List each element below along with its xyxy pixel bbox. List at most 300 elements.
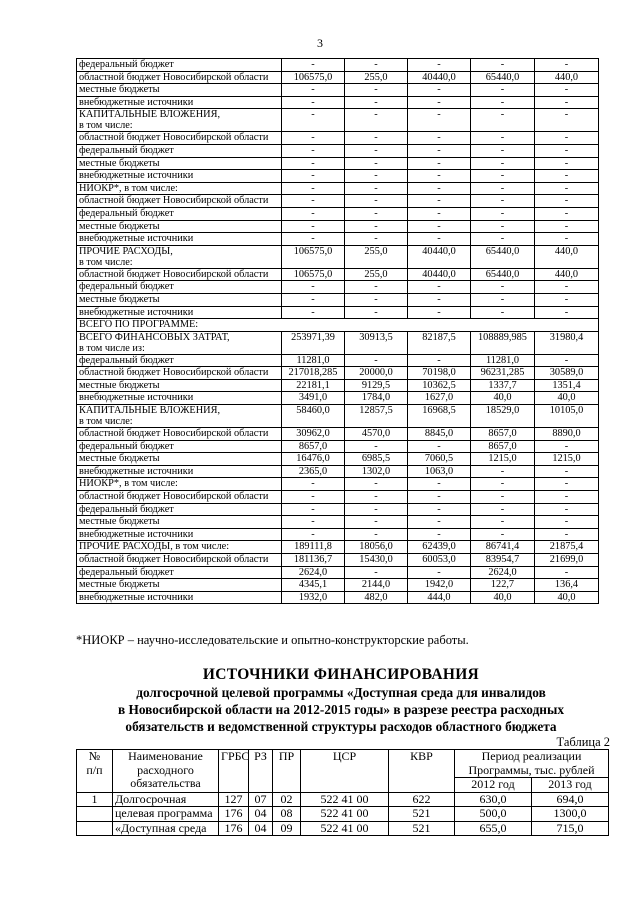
value-cell: 1942,0 [408, 579, 471, 592]
value-cell: 40,0 [535, 392, 599, 405]
header-csr: ЦСР [301, 750, 389, 793]
row-label-line: ВСЕГО ФИНАНСОВЫХ ЗАТРАТ, [79, 331, 230, 343]
value-cell: 8657,0 [471, 440, 535, 453]
value-cell: 21875,4 [535, 541, 599, 554]
value-cell: 1337,7 [471, 379, 535, 392]
value-cell: - [345, 220, 408, 233]
table-row [77, 319, 599, 332]
cell-y2013: 1300,0 [532, 807, 609, 822]
value-cell: - [345, 491, 408, 504]
value-cell: - [535, 528, 599, 541]
value-cell: 8890,0 [535, 428, 599, 441]
cell-num [77, 821, 113, 836]
value-cell: - [471, 132, 535, 145]
row-label [77, 170, 282, 183]
value-cell: 4345,1 [282, 579, 345, 592]
value-cell: - [345, 195, 408, 208]
value-cell: 108889,985 [471, 331, 535, 354]
table-row [77, 132, 599, 145]
value-cell: 253971,39 [282, 331, 345, 354]
section-title: ИСТОЧНИКИ ФИНАНСИРОВАНИЯ [202, 666, 480, 683]
row-label [77, 541, 282, 554]
section-subtitle-line-3: обязательств и ведомственной структуры расходов областного бюджета [125, 719, 557, 734]
value-cell: - [535, 491, 599, 504]
value-cell: - [471, 306, 535, 319]
value-cell: 82187,5 [408, 331, 471, 354]
cell-rz: 04 [249, 807, 273, 822]
value-cell: - [535, 293, 599, 306]
value-cell: - [282, 220, 345, 233]
cell-y2012: 655,0 [455, 821, 532, 836]
value-cell: - [345, 528, 408, 541]
table-row [77, 566, 599, 579]
value-cell: - [408, 306, 471, 319]
row-label [77, 528, 282, 541]
value-cell: 106575,0 [282, 245, 345, 268]
value-cell: - [535, 132, 599, 145]
row-label-line: внебюджетные источники [79, 233, 194, 245]
value-cell: - [535, 478, 599, 491]
header-grbs: ГРБС [219, 750, 249, 793]
value-cell: - [471, 491, 535, 504]
value-cell: - [282, 207, 345, 220]
row-label [77, 579, 282, 592]
table-row [77, 157, 599, 170]
cell-csr: 522 41 00 [301, 807, 389, 822]
value-cell: - [282, 516, 345, 529]
value-cell: - [535, 354, 599, 367]
row-label-line: местные бюджеты [79, 379, 160, 391]
row-label-line: ВСЕГО ПО ПРОГРАММЕ: [79, 319, 199, 331]
value-cell: - [535, 440, 599, 453]
value-cell: - [408, 491, 471, 504]
value-cell: - [471, 220, 535, 233]
section-subtitle-line-1: долгосрочной целевой программы «Доступная среда для инвалидов [136, 685, 546, 700]
value-cell: 40,0 [471, 591, 535, 604]
value-cell: - [345, 306, 408, 319]
table-row [77, 379, 599, 392]
row-label [77, 516, 282, 529]
table-row [77, 170, 599, 183]
value-cell: - [408, 478, 471, 491]
value-cell: - [345, 354, 408, 367]
value-cell: - [535, 233, 599, 246]
value-cell: - [535, 503, 599, 516]
value-cell: - [282, 491, 345, 504]
table-row [77, 71, 599, 84]
value-cell: - [345, 170, 408, 183]
value-cell: - [535, 144, 599, 157]
value-cell: 15430,0 [345, 554, 408, 567]
row-label-line: внебюджетные источники [79, 528, 194, 540]
value-cell: - [408, 170, 471, 183]
value-cell: - [345, 478, 408, 491]
row-label-line: областной бюджет Новосибирской области [79, 428, 269, 440]
value-cell: 65440,0 [471, 71, 535, 84]
table-row [77, 84, 599, 97]
financing-table [76, 58, 599, 604]
value-cell: 65440,0 [471, 268, 535, 281]
table-row [77, 220, 599, 233]
cell-y2012: 630,0 [455, 792, 532, 807]
value-cell: 1063,0 [408, 465, 471, 478]
value-cell: - [535, 157, 599, 170]
cell-y2013: 694,0 [532, 792, 609, 807]
row-label [77, 566, 282, 579]
value-cell: 18056,0 [345, 541, 408, 554]
row-label-line: внебюджетные источники [79, 392, 194, 404]
table-caption: Таблица 2 [556, 735, 610, 749]
value-cell: 1302,0 [345, 465, 408, 478]
header-pr: ПР [273, 750, 301, 793]
value-cell: - [282, 96, 345, 109]
row-label [77, 71, 282, 84]
value-cell: 440,0 [535, 268, 599, 281]
cell-grbs: 127 [219, 792, 249, 807]
value-cell: 40440,0 [408, 71, 471, 84]
value-cell: - [345, 157, 408, 170]
value-cell: 2144,0 [345, 579, 408, 592]
value-cell: 106575,0 [282, 71, 345, 84]
value-cell: - [408, 109, 471, 132]
row-label [77, 59, 282, 72]
value-cell: - [282, 132, 345, 145]
row-label-line: внебюджетные источники [79, 591, 194, 603]
cell-pr: 08 [273, 807, 301, 822]
cell-rz: 07 [249, 792, 273, 807]
value-cell: 1215,0 [535, 453, 599, 466]
value-cell: - [282, 157, 345, 170]
row-label [77, 245, 282, 268]
value-cell: - [345, 207, 408, 220]
value-cell: - [345, 293, 408, 306]
value-cell: 255,0 [345, 245, 408, 268]
cell-pr: 09 [273, 821, 301, 836]
cell-csr: 522 41 00 [301, 792, 389, 807]
value-cell: - [471, 528, 535, 541]
row-label-line: в том числе: [79, 120, 133, 132]
value-cell: - [408, 59, 471, 72]
value-cell: 62439,0 [408, 541, 471, 554]
value-cell: - [471, 109, 535, 132]
row-label [77, 132, 282, 145]
cell-name: целевая программа [113, 807, 219, 822]
table-row [77, 96, 599, 109]
value-cell: - [282, 59, 345, 72]
value-cell: - [282, 182, 345, 195]
row-label [77, 144, 282, 157]
value-cell: - [471, 233, 535, 246]
value-cell: 83954,7 [471, 554, 535, 567]
cell-kvr: 521 [389, 821, 455, 836]
cell-rz: 04 [249, 821, 273, 836]
table-row [77, 182, 599, 195]
value-cell: 20000,0 [345, 367, 408, 380]
value-cell: 18529,0 [471, 405, 535, 428]
row-label [77, 554, 282, 567]
table-row [77, 465, 599, 478]
value-cell: - [535, 220, 599, 233]
table-row [77, 268, 599, 281]
value-cell: - [282, 478, 345, 491]
value-cell: - [282, 233, 345, 246]
value-cell: 3491,0 [282, 392, 345, 405]
value-cell: - [535, 566, 599, 579]
value-cell: 444,0 [408, 591, 471, 604]
value-cell: - [408, 233, 471, 246]
value-cell: 30962,0 [282, 428, 345, 441]
value-cell: - [408, 440, 471, 453]
table-row [77, 528, 599, 541]
value-cell: 16968,5 [408, 405, 471, 428]
value-cell: - [471, 503, 535, 516]
table-row [77, 503, 599, 516]
value-cell: 440,0 [535, 245, 599, 268]
cell-grbs: 176 [219, 821, 249, 836]
value-cell: - [408, 293, 471, 306]
value-cell: - [408, 528, 471, 541]
value-cell: - [408, 566, 471, 579]
value-cell: - [535, 84, 599, 97]
value-cell: 30589,0 [535, 367, 599, 380]
row-label-line: областной бюджет Новосибирской области [79, 195, 269, 207]
header-period-line: Период реализации [481, 749, 582, 763]
row-label-line: внебюджетные источники [79, 96, 194, 108]
table-row [77, 807, 609, 822]
value-cell: 2624,0 [471, 566, 535, 579]
value-cell: - [282, 306, 345, 319]
value-cell: 482,0 [345, 591, 408, 604]
row-label-line: местные бюджеты [79, 220, 160, 232]
value-cell: 217018,285 [282, 367, 345, 380]
row-label [77, 268, 282, 281]
row-label-line: КАПИТАЛЬНЫЕ ВЛОЖЕНИЯ, [79, 109, 221, 121]
row-label [77, 293, 282, 306]
value-cell: - [345, 566, 408, 579]
value-cell: - [345, 233, 408, 246]
value-cell: - [471, 478, 535, 491]
value-cell: - [345, 503, 408, 516]
row-label-line: в том числе: [79, 256, 133, 268]
value-cell: - [471, 59, 535, 72]
value-cell: 21699,0 [535, 554, 599, 567]
table-row [77, 440, 599, 453]
row-label-line: федеральный бюджет [79, 144, 174, 156]
row-label [77, 233, 282, 246]
value-cell: 11281,0 [471, 354, 535, 367]
value-cell: - [535, 207, 599, 220]
header-name [113, 750, 219, 793]
row-label [77, 453, 282, 466]
value-cell: 255,0 [345, 268, 408, 281]
header-name-line: расходного [137, 762, 194, 777]
value-cell: - [345, 109, 408, 132]
row-label-line: местные бюджеты [79, 84, 160, 96]
value-cell: 6985,5 [345, 453, 408, 466]
table-row [77, 821, 609, 836]
row-label-line: областной бюджет Новосибирской области [79, 554, 269, 565]
value-cell: 136,4 [535, 579, 599, 592]
row-label-line: местные бюджеты [79, 453, 160, 465]
value-cell: - [408, 207, 471, 220]
table-row [77, 541, 599, 554]
value-cell: - [535, 182, 599, 195]
row-label [77, 281, 282, 294]
row-label [77, 379, 282, 392]
sources-table [76, 749, 609, 836]
value-cell: - [282, 170, 345, 183]
value-cell: - [408, 281, 471, 294]
sources-table-body [77, 750, 609, 793]
value-cell: - [282, 144, 345, 157]
value-cell: 2365,0 [282, 465, 345, 478]
row-label-line: областной бюджет Новосибирской области [79, 367, 269, 379]
table-row [77, 293, 599, 306]
cell-num [77, 807, 113, 822]
value-cell: - [471, 182, 535, 195]
value-cell: 65440,0 [471, 245, 535, 268]
value-cell: - [471, 281, 535, 294]
row-label-line: внебюджетные источники [79, 170, 194, 182]
value-cell: 60053,0 [408, 554, 471, 567]
row-label-line: ПРОЧИЕ РАСХОДЫ, [79, 245, 173, 257]
cell-name: Долгосрочная [113, 792, 219, 807]
cell-y2012: 500,0 [455, 807, 532, 822]
row-label [77, 319, 599, 332]
cell-num: 1 [77, 792, 113, 807]
value-cell: 1784,0 [345, 392, 408, 405]
header-period-line: Программы, тыс. рублей [468, 762, 595, 777]
value-cell: - [408, 96, 471, 109]
row-label [77, 207, 282, 220]
value-cell: - [471, 195, 535, 208]
cell-csr: 522 41 00 [301, 821, 389, 836]
value-cell: - [345, 96, 408, 109]
table-row [77, 195, 599, 208]
row-label-line: местные бюджеты [79, 516, 160, 528]
row-label [77, 367, 282, 380]
value-cell: - [471, 465, 535, 478]
section-subtitle-line-2: в Новосибирской области на 2012-2015 годы» в разрезе реестра расходных [118, 702, 564, 717]
cell-kvr: 622 [389, 792, 455, 807]
cell-kvr: 521 [389, 807, 455, 822]
value-cell: - [535, 59, 599, 72]
row-label [77, 220, 282, 233]
value-cell: - [345, 281, 408, 294]
value-cell: 8657,0 [471, 428, 535, 441]
value-cell: 9129,5 [345, 379, 408, 392]
value-cell: - [345, 440, 408, 453]
value-cell: 255,0 [345, 71, 408, 84]
row-label-line: НИОКР*, в том числе: [79, 182, 178, 194]
value-cell: - [408, 84, 471, 97]
row-label-line: федеральный бюджет [79, 566, 174, 578]
value-cell: 70198,0 [408, 367, 471, 380]
row-label-line: внебюджетные источники [79, 306, 194, 318]
value-cell: 189111,8 [282, 541, 345, 554]
value-cell: - [535, 109, 599, 132]
header-kvr: КВР [389, 750, 455, 793]
table-row [77, 281, 599, 294]
cell-name: «Доступная среда [113, 821, 219, 836]
row-label-line: федеральный бюджет [79, 440, 174, 452]
row-label [77, 109, 282, 132]
value-cell: 40440,0 [408, 268, 471, 281]
row-label [77, 96, 282, 109]
row-label-line: федеральный бюджет [79, 354, 174, 366]
table-row [77, 453, 599, 466]
value-cell: - [282, 281, 345, 294]
header-num-line: № [88, 749, 101, 763]
header-num-line: п/п [86, 762, 103, 777]
value-cell: - [345, 84, 408, 97]
value-cell: - [282, 528, 345, 541]
table-row [77, 367, 599, 380]
value-cell: - [282, 293, 345, 306]
financing-table-body [77, 59, 599, 604]
value-cell: 4570,0 [345, 428, 408, 441]
value-cell: - [471, 84, 535, 97]
value-cell: - [471, 157, 535, 170]
header-year-2013: 2013 год [532, 778, 609, 793]
value-cell: 2624,0 [282, 566, 345, 579]
table-row [77, 144, 599, 157]
value-cell: - [282, 503, 345, 516]
row-label-line: областной бюджет Новосибирской области [79, 132, 269, 144]
row-label-line: федеральный бюджет [79, 207, 174, 219]
row-label-line: НИОКР*, в том числе: [79, 478, 178, 490]
row-label-line: областной бюджет Новосибирской области [79, 491, 269, 503]
value-cell: 8657,0 [282, 440, 345, 453]
table-row [77, 516, 599, 529]
value-cell: 440,0 [535, 71, 599, 84]
row-label-line: федеральный бюджет [79, 59, 174, 70]
table-row [77, 491, 599, 504]
value-cell: - [535, 281, 599, 294]
row-label [77, 405, 282, 428]
value-cell: - [408, 195, 471, 208]
value-cell: - [471, 144, 535, 157]
table-row [77, 428, 599, 441]
value-cell: 22181,1 [282, 379, 345, 392]
row-label-line: областной бюджет Новосибирской области [79, 71, 269, 83]
value-cell: 1351,4 [535, 379, 599, 392]
value-cell: - [408, 144, 471, 157]
row-label [77, 591, 282, 604]
table-row [77, 233, 599, 246]
table-row [77, 554, 599, 567]
value-cell: - [408, 516, 471, 529]
row-label-line: федеральный бюджет [79, 281, 174, 293]
row-label [77, 503, 282, 516]
row-label-line: местные бюджеты [79, 293, 160, 305]
cell-y2013: 715,0 [532, 821, 609, 836]
value-cell: 1932,0 [282, 591, 345, 604]
value-cell: - [471, 207, 535, 220]
table-row [77, 331, 599, 354]
row-label [77, 354, 282, 367]
value-cell: - [535, 195, 599, 208]
row-label-line: в том числе из: [79, 342, 145, 354]
value-cell: 12857,5 [345, 405, 408, 428]
value-cell: 30913,5 [345, 331, 408, 354]
cell-grbs: 176 [219, 807, 249, 822]
header-num [77, 750, 113, 793]
row-label [77, 195, 282, 208]
value-cell: 58460,0 [282, 405, 345, 428]
header-name-line: обязательства [130, 776, 201, 790]
table-row [77, 478, 599, 491]
